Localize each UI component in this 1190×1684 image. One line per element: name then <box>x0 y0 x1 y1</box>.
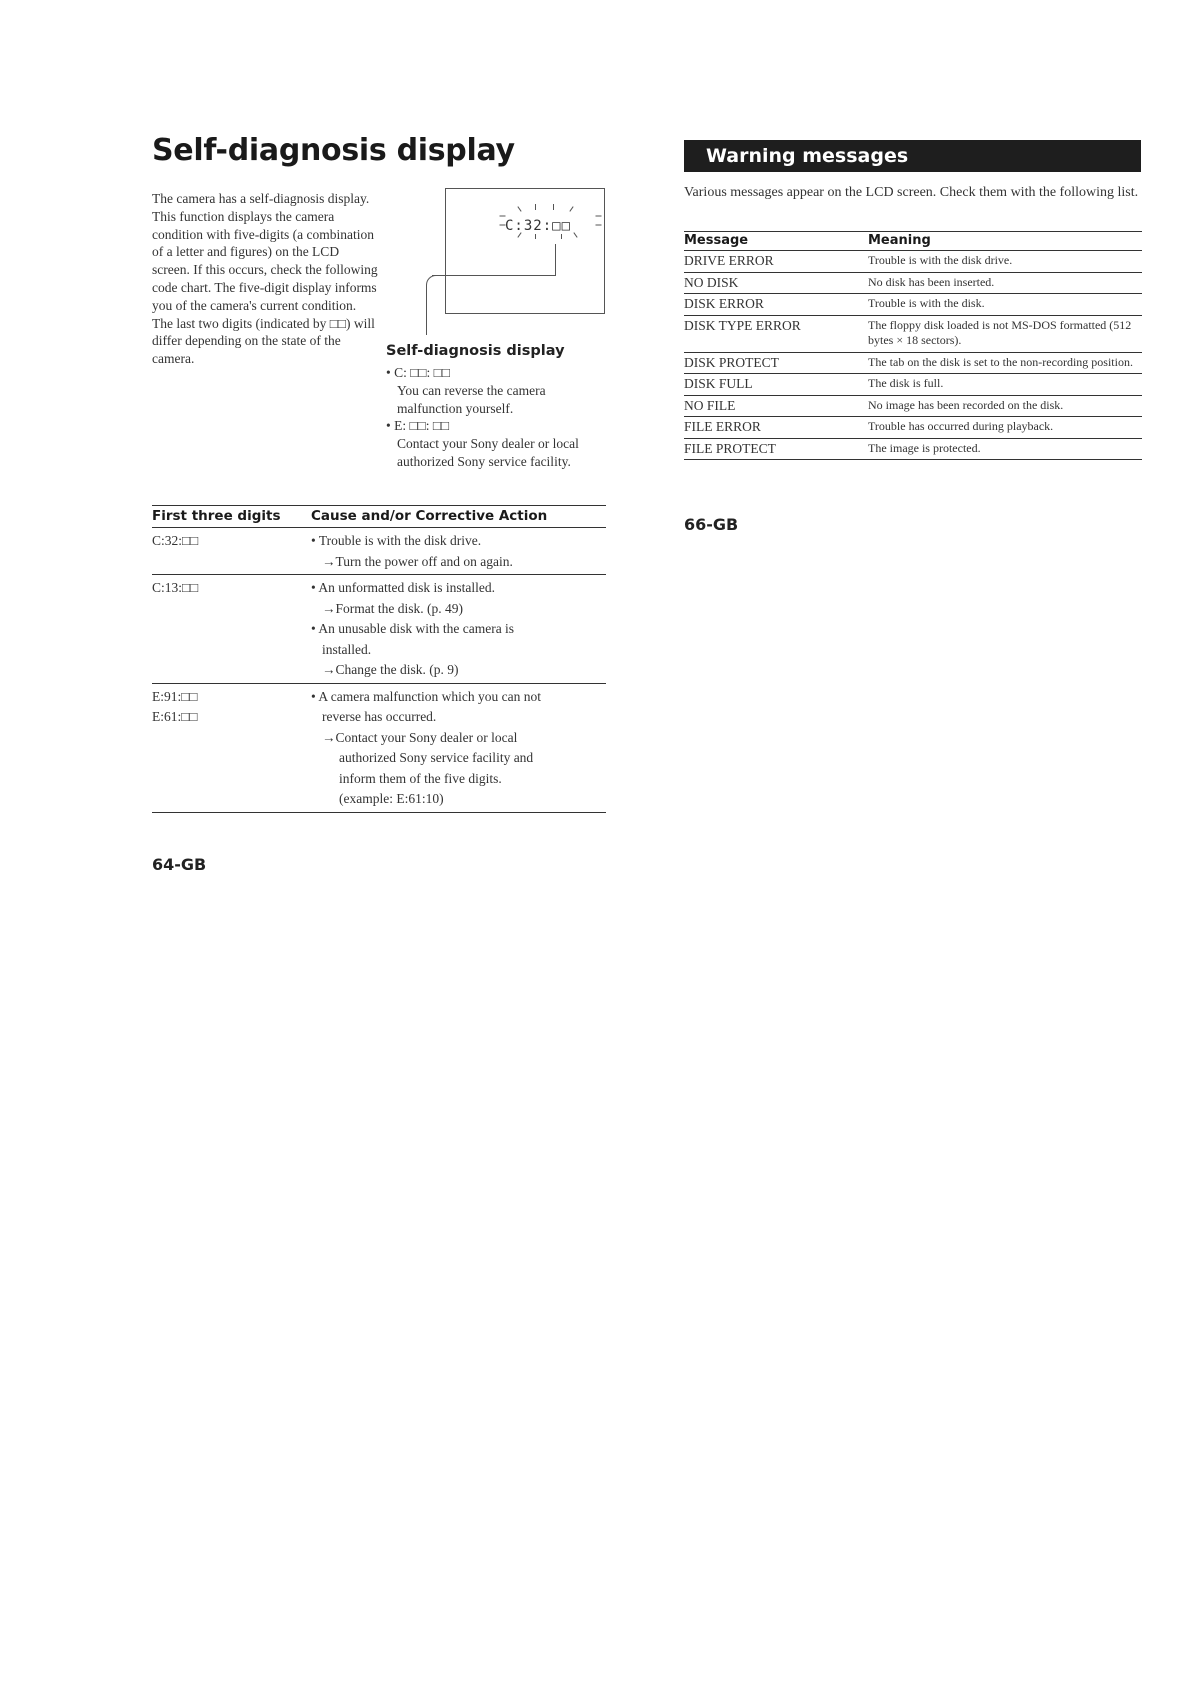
callout-line <box>426 287 427 335</box>
message-cell: DISK FULL <box>684 374 868 396</box>
table-row <box>684 352 1142 374</box>
meaning-cell: The image is protected. <box>868 438 1142 460</box>
table-header-row <box>152 506 606 528</box>
code-chart-table <box>152 505 606 813</box>
self-diagnosis-list <box>386 364 601 471</box>
message-cell: NO FILE <box>684 395 868 417</box>
table-row <box>684 438 1142 460</box>
meaning-cell: The floppy disk loaded is not MS-DOS formatted (512 bytes × 18 sectors). <box>868 315 1142 352</box>
table-row <box>684 315 1142 352</box>
self-diagnosis-subtitle: Self-diagnosis display <box>386 343 565 359</box>
table-header-row <box>684 232 1142 251</box>
message-cell: DRIVE ERROR <box>684 251 868 273</box>
list-item-description: You can reverse the camera malfunction yourself. <box>397 382 546 416</box>
message-cell: NO DISK <box>684 272 868 294</box>
message-cell: DISK ERROR <box>684 294 868 316</box>
message-cell: DISK PROTECT <box>684 352 868 374</box>
table-row <box>684 417 1142 439</box>
callout-line <box>555 244 556 275</box>
code-cell: C:13:□□ <box>152 575 311 684</box>
meaning-cell: No image has been recorded on the disk. <box>868 395 1142 417</box>
table-row <box>684 374 1142 396</box>
meaning-cell: Trouble has occurred during playback. <box>868 417 1142 439</box>
meaning-cell: Trouble is with the disk. <box>868 294 1142 316</box>
message-cell: DISK TYPE ERROR <box>684 315 868 352</box>
message-cell: FILE PROTECT <box>684 438 868 460</box>
column-header: Meaning <box>868 232 1142 251</box>
page-number: 66-GB <box>684 515 739 534</box>
section-title-bar: Warning messages <box>684 140 1141 172</box>
page-number: 64-GB <box>152 855 207 874</box>
table-row <box>684 251 1142 273</box>
code-cell: E:91:□□ E:61:□□ <box>152 683 311 812</box>
action-cell: • An unformatted disk is installed. →Format the disk. (p. 49) • An unusable disk with the camera is installed. →Change the disk. (p. 9) <box>311 575 606 684</box>
meaning-cell: The disk is full. <box>868 374 1142 396</box>
column-header: First three digits <box>152 506 311 528</box>
intro-paragraph: The camera has a self-diagnosis display. This function displays the camera condition with five-digits (a combination of a letter and figures) on the LCD screen. If this occurs, check the following code chart. The five-digit display informs you of the camera's current condition. The last two digits (indicated by □□) will differ depending on the state of the camera. <box>152 191 378 367</box>
meaning-cell: No disk has been inserted. <box>868 272 1142 294</box>
action-cell: • Trouble is with the disk drive. →Turn the power off and on again. <box>311 528 606 575</box>
page-title: Self-diagnosis display <box>152 133 515 168</box>
blink-rays-icon <box>505 206 600 246</box>
lcd-code-readout: C:32:□□ <box>505 218 572 234</box>
table-row <box>684 272 1142 294</box>
list-item: • C: □□: □□ <box>386 365 450 380</box>
intro-paragraph: Various messages appear on the LCD screen. Check them with the following list. <box>684 185 1139 200</box>
meaning-cell: Trouble is with the disk drive. <box>868 251 1142 273</box>
callout-line <box>426 275 439 288</box>
list-item-description: Contact your Sony dealer or local authorized Sony service facility. <box>397 436 579 469</box>
callout-line <box>432 275 556 276</box>
table-row <box>152 683 606 812</box>
table-row <box>152 575 606 684</box>
action-cell: • A camera malfunction which you can not reverse has occurred. →Contact your Sony dealer or local authorized Sony service facility and inform them of the five digits. (example: E:61:10) <box>311 683 606 812</box>
list-item: • E: □□: □□ <box>386 418 450 434</box>
column-header: Message <box>684 232 868 251</box>
column-header: Cause and/or Corrective Action <box>311 506 606 528</box>
message-cell: FILE ERROR <box>684 417 868 439</box>
table-row <box>684 395 1142 417</box>
meaning-cell: The tab on the disk is set to the non-recording position. <box>868 352 1142 374</box>
table-body <box>684 251 1142 460</box>
table-row <box>684 294 1142 316</box>
code-cell: C:32:□□ <box>152 528 311 575</box>
table-row <box>152 528 606 575</box>
warning-messages-table <box>684 231 1142 460</box>
